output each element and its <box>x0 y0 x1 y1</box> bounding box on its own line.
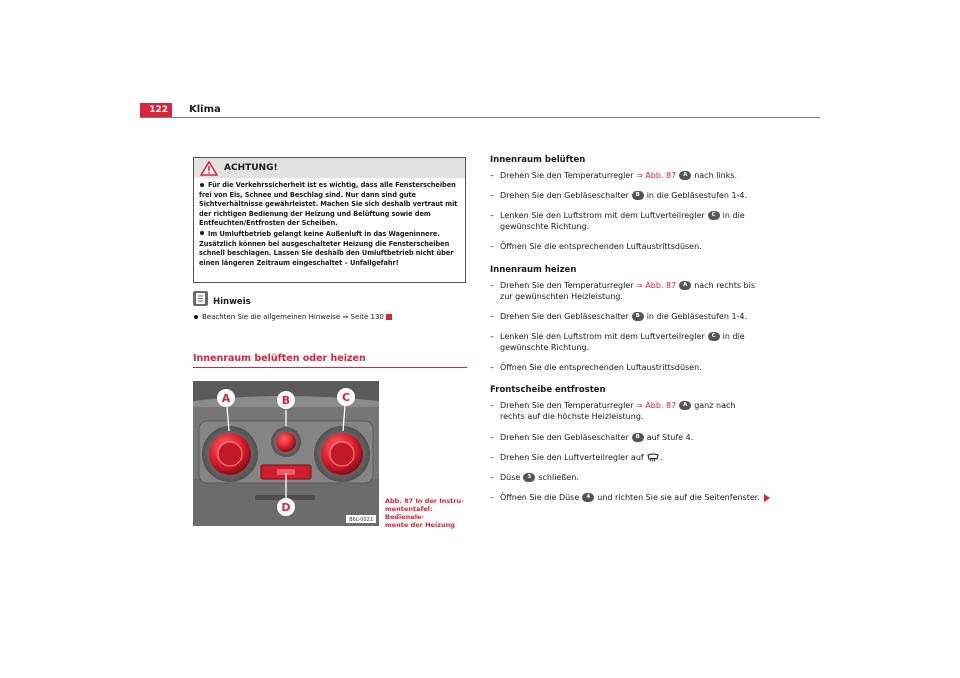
badge-b: B <box>632 191 644 200</box>
heater-panel-illustration <box>193 381 379 526</box>
list-item: – Düse 3 schließen. <box>490 473 579 482</box>
list-item: – Drehen Sie den Gebläseschalter B in die Gebläsestufen 1-4. <box>490 312 748 321</box>
badge-4: 4 <box>582 493 594 502</box>
list-item: – Lenken Sie den Luftstrom mit dem Luftverteilregler C in die gewünschte Richtung. <box>490 211 745 231</box>
warning-title: ACHTUNG! <box>224 163 278 173</box>
header-divider <box>140 117 820 118</box>
list-item: – Öffnen Sie die entsprechenden Luftaustrittsdüsen. <box>490 363 702 372</box>
note-title: Hinweis <box>213 297 251 307</box>
windscreen-defrost-icon <box>647 453 659 462</box>
label-a: A <box>221 392 231 405</box>
note-text: Beachten Sie die allgemeinen Hinweise ⇒ Seite 130 <box>193 313 392 322</box>
chapter-title: Klima <box>189 104 221 115</box>
badge-a: A <box>679 281 691 290</box>
bullet-icon <box>200 183 204 187</box>
badge-c: C <box>708 332 720 341</box>
label-b: B <box>281 394 291 407</box>
heading-heat: Innenraum heizen <box>490 265 577 275</box>
heater-controls-figure <box>193 381 379 526</box>
badge-3: 3 <box>523 473 535 482</box>
list-item: – Drehen Sie den Luftverteilregler auf . <box>490 453 663 462</box>
section-title: Innenraum belüften oder heizen <box>193 353 366 364</box>
label-c: C <box>341 391 351 404</box>
figure-link[interactable]: ⇒ Abb. 87 <box>636 171 677 180</box>
list-item: – Drehen Sie den Temperaturregler ⇒ Abb. 87 A ganz nach rechts auf die höchste Heizleistung. <box>490 401 736 421</box>
note-icon <box>193 291 208 306</box>
badge-a: A <box>679 171 691 180</box>
warning-item: Für die Verkehrssicherheit ist es wichtig, dass alle Fensterscheiben frei von Eis, Schnee und Beschlag sind. Nur dann sind gute Sichtverhältnisse gewährleistet. Machen Sie sich deshalb vertraut mit der richtigen Bedienung der Heizung und Belüftung sowie dem Entfeuchten/Entfrosten der Scheiben. <box>199 181 458 228</box>
list-item: – Drehen Sie den Temperaturregler ⇒ Abb. 87 A nach rechts bis zur gewünschten Heizleistung. <box>490 281 756 301</box>
list-item: – Drehen Sie den Gebläseschalter B in die Gebläsestufen 1-4. <box>490 191 748 200</box>
figure-code: B6L-0021 <box>349 517 373 523</box>
badge-b: B <box>632 312 644 321</box>
list-item: – Drehen Sie den Gebläseschalter B auf Stufe 4. <box>490 433 694 442</box>
warning-header <box>194 158 465 178</box>
section-divider <box>193 367 467 368</box>
badge-b: B <box>632 433 644 442</box>
heading-defrost: Frontscheibe entfrosten <box>490 385 606 395</box>
label-d: D <box>281 501 291 514</box>
list-item: – Öffnen Sie die Düse 4 und richten Sie sie auf die Seitenfenster. <box>490 492 770 503</box>
warning-body <box>194 178 465 268</box>
warning-item: Im Umluftbetrieb gelangt keine Außenluft in das Wageninnere. Zusätzlich können bei ausgeschalteter Heizung die Fensterscheiben schnell beschlagen. Lassen Sie deshalb den Umluftbetrieb nicht über einen längeren Zeitraum eingeschaltet – Unfallgefahr! <box>199 229 454 267</box>
bullet-icon <box>200 231 204 235</box>
page-number: 122 <box>140 103 172 117</box>
figure-caption: Abb. 87 In der Instru- mententafel: Bedienele- mente der Heizung <box>385 497 464 529</box>
badge-a: A <box>679 401 691 410</box>
figure-link[interactable]: ⇒ Abb. 87 <box>636 281 677 290</box>
badge-c: C <box>708 211 720 220</box>
end-marker-icon <box>386 314 392 320</box>
instructions-column <box>490 155 820 515</box>
continue-arrow-icon <box>764 494 770 502</box>
list-item: – Lenken Sie den Luftstrom mit dem Luftverteilregler C in die gewünschte Richtung. <box>490 332 745 352</box>
bullet-icon <box>194 315 198 319</box>
warning-triangle-icon <box>200 161 218 176</box>
list-item: – Drehen Sie den Temperaturregler ⇒ Abb. 87 A nach links. <box>490 171 738 180</box>
heading-ventilate: Innenraum belüften <box>490 155 586 165</box>
warning-box <box>193 157 466 283</box>
figure-link[interactable]: ⇒ Abb. 87 <box>636 401 677 410</box>
list-item: – Öffnen Sie die entsprechenden Luftaustrittsdüsen. <box>490 242 702 251</box>
